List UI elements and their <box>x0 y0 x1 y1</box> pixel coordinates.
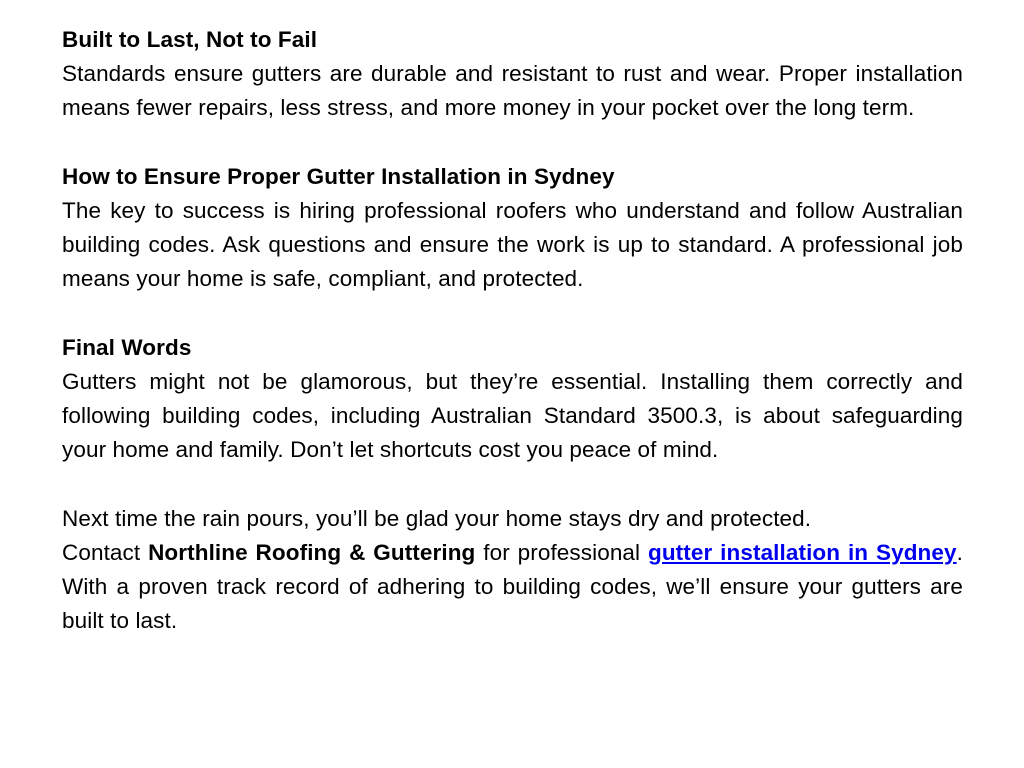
section-paragraph: Standards ensure gutters are durable and resistant to rust and wear. Proper installation means fewer repairs, less stress, and more money in your pocket over the long term. <box>62 61 963 121</box>
contact-prefix: Contact <box>62 540 149 565</box>
section-final-words <box>62 331 963 468</box>
section-heading: Built to Last, Not to Fail <box>62 27 318 52</box>
section-heading: Final Words <box>62 334 192 360</box>
gutter-installation-link[interactable]: gutter installation in Sydney <box>647 540 957 565</box>
document-page <box>62 23 963 639</box>
section-closing <box>62 502 963 639</box>
contact-paragraph <box>62 536 963 639</box>
section-paragraph: The key to success is hiring professional roofers who understand and follow Australian building codes. Ask questions and ensure the work is up to standard. A professional job means your home is safe, compliant, and protected. <box>62 198 963 292</box>
contact-mid-text: for professional <box>475 540 648 565</box>
section-built-to-last <box>62 23 963 126</box>
closing-line: Next time the rain pours, you’ll be glad your home stays dry and protected. <box>62 505 812 531</box>
contact-suffix: . With a proven track record of adhering to building codes, we’ll ensure your gutters are built to last. <box>62 540 963 634</box>
section-proper-installation <box>62 160 963 297</box>
section-heading: How to Ensure Proper Gutter Installation in Sydney <box>62 163 615 189</box>
section-paragraph: Gutters might not be glamorous, but they’re essential. Installing them correctly and following building codes, including Australian Standard 3500.3, is about safeguarding your home and family. Don’t let shortcuts cost you peace of mind. <box>62 369 963 463</box>
company-name: Northline Roofing & Guttering <box>148 540 476 565</box>
